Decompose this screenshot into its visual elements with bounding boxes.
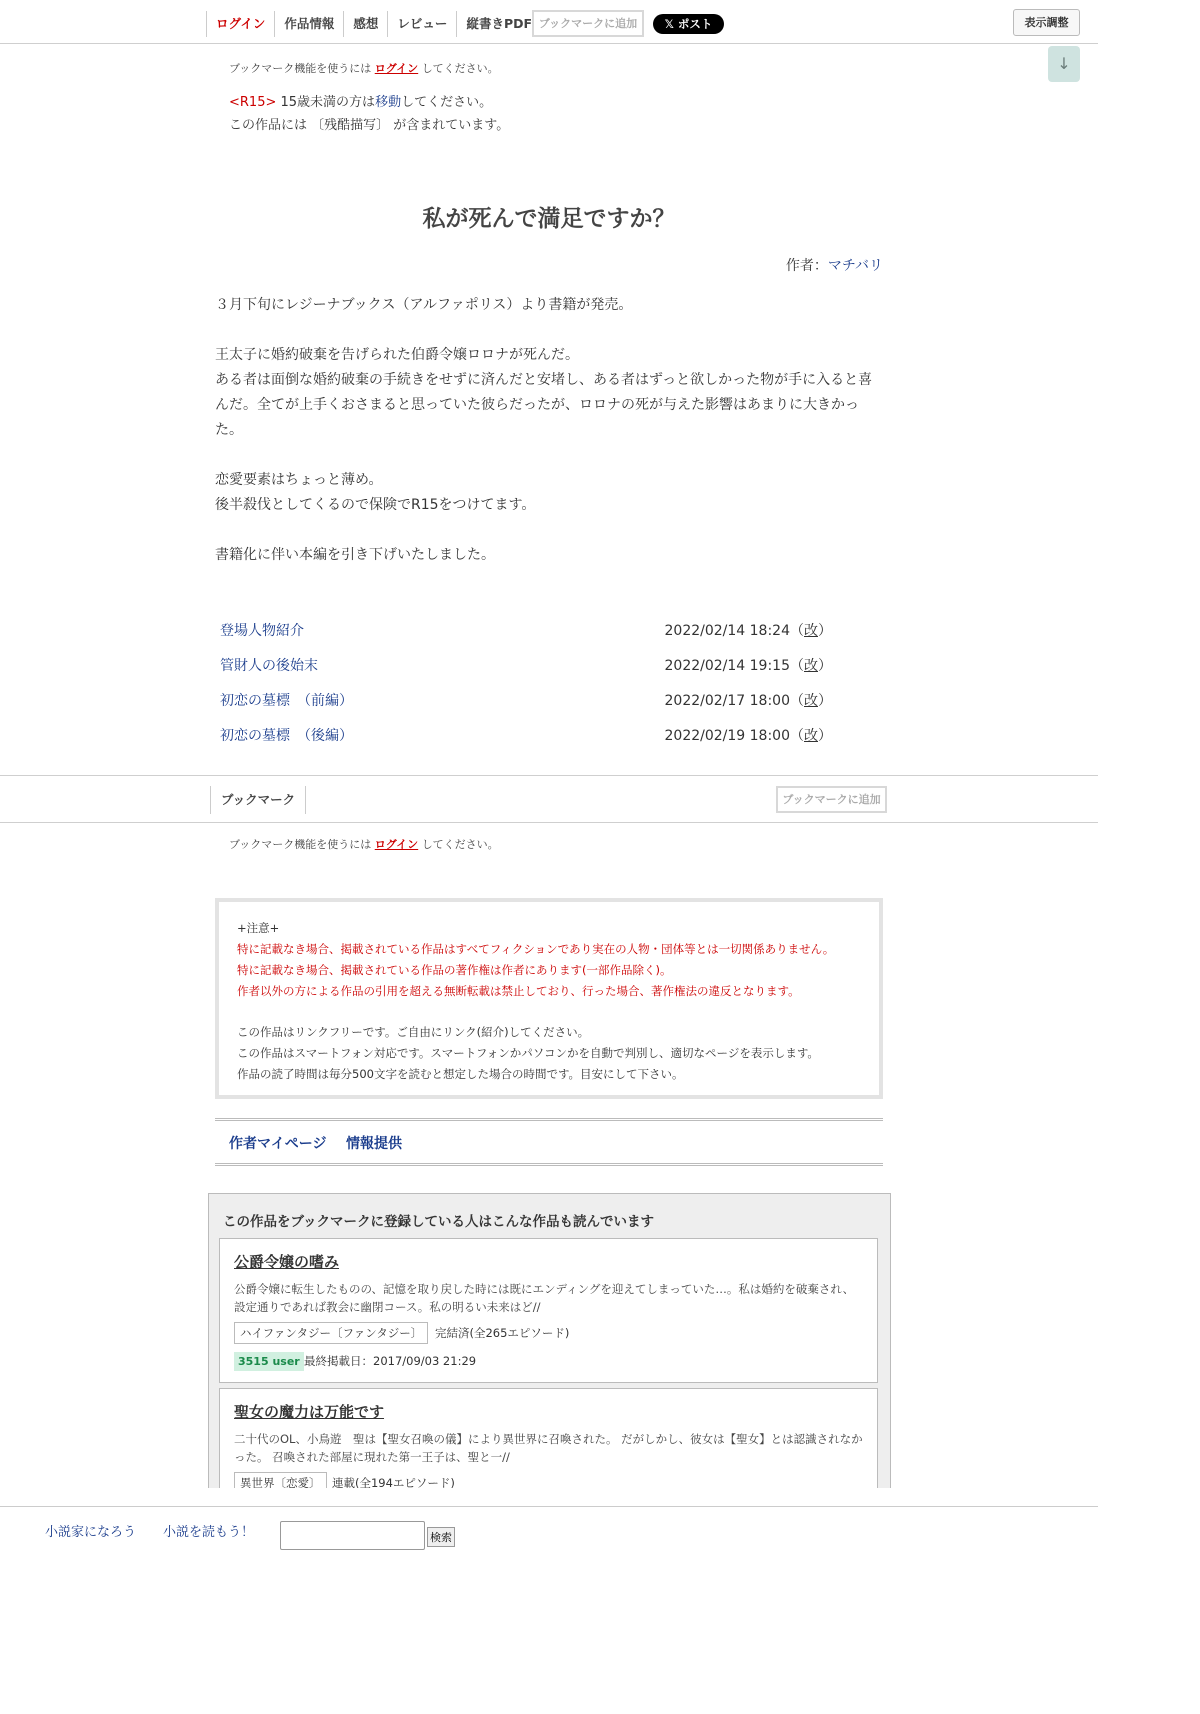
episode-date-text: 2022/02/14 18:24 xyxy=(664,623,790,639)
author-label: 作者： xyxy=(785,258,828,274)
bookmark-tab[interactable]: ブックマーク xyxy=(210,786,306,814)
r15-tag: <R15> xyxy=(229,95,277,110)
summary-line xyxy=(215,318,883,343)
move-link[interactable]: 移動 xyxy=(375,95,402,110)
recommend-desc: 公爵令嬢に転生したものの、記憶を取り戻した時には既にエンディングを迎えてしまっていた…。私は婚約を破棄され、設定通りであれば教会に幽閉コース。私の明るい未来はど// xyxy=(234,1282,855,1314)
author-link[interactable]: マチバリ xyxy=(827,258,883,274)
recommend-card xyxy=(219,1238,878,1383)
login-notice-pre: ブックマーク機能を使うには xyxy=(229,838,372,851)
recommend-card xyxy=(219,1388,878,1488)
novel-summary xyxy=(215,293,883,568)
summary-line: 後半殺伐としてくるので保険でR15をつけてます。 xyxy=(215,497,536,513)
rating-notice xyxy=(229,91,492,110)
caution-line: この作品はリンクフリーです。ご自由にリンク(紹介)してください。 xyxy=(237,1025,590,1039)
episode-link[interactable]: 管財人の後始末 xyxy=(220,658,318,674)
recommend-heading: この作品をブックマークに登録している人はこんな作品も読んでいます xyxy=(223,1214,655,1230)
footer-site-link[interactable]: 小説家になろう xyxy=(45,1525,137,1540)
login-notice-post: してください。 xyxy=(421,838,499,851)
report-link[interactable]: 情報提供 xyxy=(346,1136,402,1152)
summary-line: 恋愛要素はちょっと薄め。 xyxy=(215,472,383,488)
author-mypage-link[interactable]: 作者マイページ xyxy=(229,1136,327,1152)
recommend-status: 完結済(全265エピソード) xyxy=(435,1326,570,1340)
login-link-inline[interactable]: ログイン xyxy=(374,62,419,75)
login-notice-pre: ブックマーク機能を使うには xyxy=(229,62,372,75)
x-post-button[interactable] xyxy=(653,14,724,34)
rating-text-post: してください。 xyxy=(401,95,493,110)
recommend-desc: 二十代のOL、小鳥遊 聖は【聖女召喚の儀】により異世界に召喚された。 だがしかし、彼女は【聖女】とは認識されなかった。 召喚された部屋に現れた第一王子は、聖と一// xyxy=(234,1432,863,1464)
search-button[interactable]: 検索 xyxy=(427,1527,455,1547)
summary-line: 書籍化に伴い本編を引き下げいたしました。 xyxy=(215,547,495,563)
author-links xyxy=(215,1118,883,1166)
recommend-title-link[interactable]: 公爵令嬢の嗜み xyxy=(234,1253,340,1271)
login-link-inline[interactable]: ログイン xyxy=(374,838,419,851)
caution-line: 作品の読了時間は毎分500文字を読むと想定した場合の時間です。目安にして下さい。 xyxy=(237,1067,684,1081)
episode-row xyxy=(220,655,832,679)
caution-red-line: 特に記載なき場合、掲載されている作品の著作権は作者にあります(一部作品除く)。 xyxy=(237,963,672,977)
episode-row xyxy=(220,725,832,749)
bookmark-add-button-bottom[interactable]: ブックマークに追加 xyxy=(776,786,887,813)
recommend-status: 連載(全194エピソード) xyxy=(332,1476,455,1488)
footer-read-link[interactable]: 小説を読もう！ xyxy=(163,1525,255,1540)
episode-date-text: 2022/02/14 19:15 xyxy=(664,658,790,674)
login-notice-bottom xyxy=(229,836,499,852)
bookmark-bar xyxy=(0,775,1098,823)
login-notice xyxy=(229,60,499,76)
tab-review[interactable]: レビュー xyxy=(387,11,456,37)
genre-tag[interactable]: ハイファンタジー〔ファンタジー〕 xyxy=(234,1322,428,1344)
rating-text-pre: 15歳未満の方は xyxy=(280,95,376,110)
x-post-label: ポスト xyxy=(677,17,713,31)
episode-link[interactable]: 初恋の墓標 （前編） xyxy=(220,693,353,709)
episode-date: 2022/02/19 18:00（改） xyxy=(664,728,832,744)
episode-link[interactable]: 初恋の墓標 （後編） xyxy=(220,728,353,744)
episode-date-text: 2022/02/19 18:00 xyxy=(664,728,790,744)
revision-link[interactable]: 改 xyxy=(804,693,818,709)
summary-line xyxy=(215,518,883,543)
caution-red-line: 特に記載なき場合、掲載されている作品はすべてフィクションであり実在の人物・団体等とは一切関係ありません。 xyxy=(237,942,835,956)
caution-heading: +注意+ xyxy=(237,921,280,935)
episode-row xyxy=(220,620,832,644)
last-updated: 最終掲載日：2017/09/03 21:29 xyxy=(304,1354,477,1368)
episode-row xyxy=(220,690,832,714)
tab-novel-info[interactable]: 作品情報 xyxy=(274,11,343,37)
recommend-title-link[interactable]: 聖女の魔力は万能です xyxy=(234,1403,385,1421)
caution-line: この作品はスマートフォン対応です。スマートフォンかパソコンかを自動で判別し、適切なページを表示します。 xyxy=(237,1046,819,1060)
episode-link[interactable]: 登場人物紹介 xyxy=(220,623,304,639)
novel-title: 私が死んで満足ですか？ xyxy=(422,206,676,232)
revision-link[interactable]: 改 xyxy=(804,658,818,674)
caution-box xyxy=(215,898,883,1099)
recommend-box xyxy=(208,1193,891,1488)
footer-bar xyxy=(0,1506,1098,1568)
user-count-badge: 3515 user xyxy=(234,1352,304,1371)
caution-gap xyxy=(237,1002,861,1022)
episode-date: 2022/02/14 18:24（改） xyxy=(664,623,832,639)
revision-link[interactable]: 改 xyxy=(804,623,818,639)
summary-line: ある者は面倒な婚約破棄の手続きをせずに済んだと安堵し、ある者はずっと欲しかった物が手に入ると喜んだ。全てが上手くおさまると思っていた彼らだったが、ロロナの死が与えた影響はあまりに大きかった。 xyxy=(215,372,873,438)
episode-date-text: 2022/02/17 18:00 xyxy=(664,693,790,709)
summary-line: ３月下旬にレジーナブックス（アルファポリス）より書籍が発売。 xyxy=(215,297,633,313)
search-input[interactable] xyxy=(280,1521,425,1550)
tab-vertical-pdf[interactable]: 縦書きPDF xyxy=(456,11,542,37)
top-bar xyxy=(0,0,1098,44)
episode-date: 2022/02/14 19:15（改） xyxy=(664,658,832,674)
episode-date: 2022/02/17 18:00（改） xyxy=(664,693,832,709)
summary-line xyxy=(215,443,883,468)
caution-red-line: 作者以外の方による作品の引用を超える無断転載は禁止しており、行った場合、著作権法の違反となります。 xyxy=(237,984,800,998)
bookmark-add-button[interactable]: ブックマークに追加 xyxy=(532,10,644,37)
top-nav xyxy=(206,11,542,37)
genre-tag[interactable]: 異世界〔恋愛〕 xyxy=(234,1472,327,1488)
scroll-down-icon[interactable]: ↓ xyxy=(1048,46,1080,82)
login-link[interactable]: ログイン xyxy=(206,11,274,37)
author-line xyxy=(786,255,883,275)
login-notice-post: してください。 xyxy=(421,62,499,75)
summary-line: 王太子に婚約破棄を告げられた伯爵令嬢ロロナが死んだ。 xyxy=(215,347,579,363)
revision-link[interactable]: 改 xyxy=(804,728,818,744)
x-logo-icon: 𝕏 xyxy=(664,17,674,31)
content-warning: この作品には 〔残酷描写〕 が含まれています。 xyxy=(229,118,510,133)
tab-impression[interactable]: 感想 xyxy=(343,11,387,37)
display-settings-button[interactable]: 表示調整 xyxy=(1013,9,1080,36)
